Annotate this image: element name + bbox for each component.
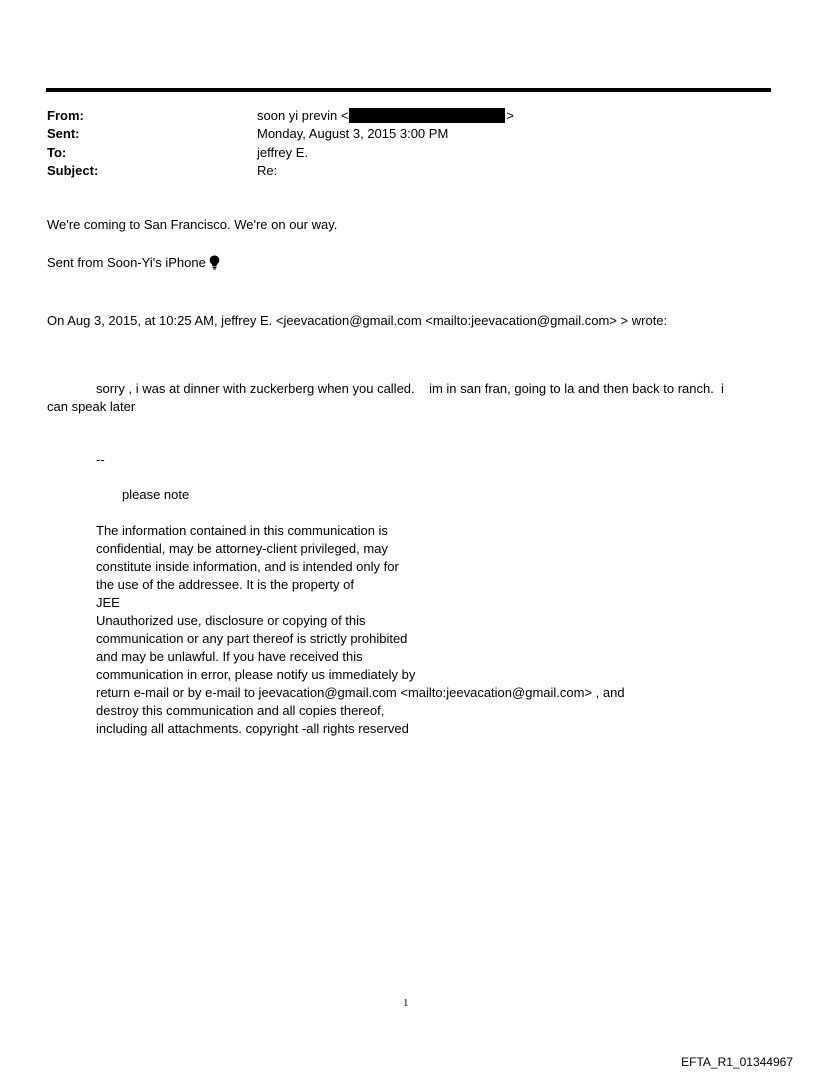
- from-close: >: [506, 108, 515, 123]
- disclaimer-line: and may be unlawful. If you have received this: [96, 649, 363, 664]
- from-value: [257, 108, 514, 123]
- lightbulb-icon: [209, 255, 220, 273]
- to-label: To:: [47, 145, 67, 160]
- disclaimer-line: constitute inside information, and is intended only for: [96, 559, 399, 574]
- disclaimer-line: The information contained in this communication is: [96, 523, 388, 538]
- disclaimer-block: [96, 522, 625, 738]
- disclaimer-line: Unauthorized use, disclosure or copying of this: [96, 613, 366, 628]
- signature-separator: --: [96, 452, 105, 467]
- signature-text: Sent from Soon-Yi's iPhone: [47, 255, 206, 270]
- disclaimer-line: communication or any part thereof is strictly prohibited: [96, 631, 408, 646]
- disclaimer-line: destroy this communication and all copies thereof,: [96, 703, 385, 718]
- disclaimer-line: return e-mail or by e-mail to jeevacation@gmail.com <mailto:jeevacation@gmail.com> , and: [96, 685, 625, 700]
- sent-value: Monday, August 3, 2015 3:00 PM: [257, 126, 449, 141]
- disclaimer-line: the use of the addressee. It is the property of: [96, 577, 354, 592]
- page-number: 1: [403, 997, 409, 1009]
- disclaimer-line: confidential, may be attorney-client privileged, may: [96, 541, 388, 556]
- disclaimer-line: JEE: [96, 595, 120, 610]
- note-heading: please note: [122, 487, 190, 502]
- document-id: EFTA_R1_01344967: [681, 1055, 793, 1069]
- quoted-text-line-1: sorry , i was at dinner with zuckerberg when you called. im in san fran, going to la and then back to ranch. i: [96, 381, 724, 396]
- from-name: soon yi previn <: [257, 108, 349, 123]
- quoted-text-line-2: can speak later: [47, 399, 136, 414]
- sent-label: Sent:: [47, 126, 80, 141]
- to-value: jeffrey E.: [257, 145, 309, 160]
- subject-value: Re:: [257, 163, 278, 178]
- disclaimer-line: communication in error, please notify us immediately by: [96, 667, 416, 682]
- quote-intro: On Aug 3, 2015, at 10:25 AM, jeffrey E. <jeevacation@gmail.com <mailto:jeevacation@gmail.com> > wrote:: [47, 313, 668, 328]
- header-rule: [46, 88, 771, 92]
- reply-text: We're coming to San Francisco. We're on our way.: [47, 217, 338, 232]
- from-label: From:: [47, 108, 84, 123]
- subject-label: Subject:: [47, 163, 99, 178]
- redaction-box: [349, 108, 505, 123]
- disclaimer-line: including all attachments. copyright -all rights reserved: [96, 721, 409, 736]
- signature-line: [47, 255, 220, 273]
